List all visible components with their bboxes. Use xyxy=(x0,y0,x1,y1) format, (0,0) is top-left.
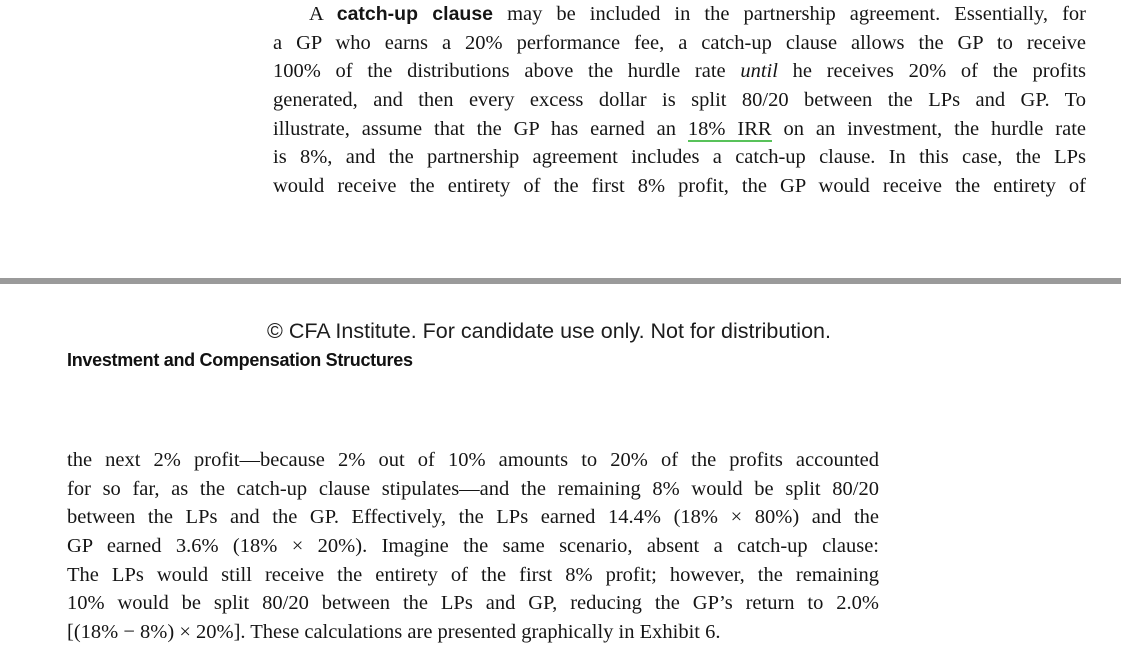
bottom-paragraph-line-5: The LPs would still receive the entirety of the first 8% profit; however, the remaining xyxy=(67,563,879,586)
bottom-paragraph-line-4: GP earned 3.6% (18% × 20%). Imagine the same scenario, absent a catch-up clause: xyxy=(67,535,879,558)
text-span: A xyxy=(309,3,337,25)
bottom-paragraph-line-7: [(18% − 8%) × 20%]. These calculations are presented graphically in Exhibit 6. xyxy=(67,621,721,644)
top-paragraph-line-5 xyxy=(273,115,1086,144)
irr-highlight[interactable]: 18% IRR xyxy=(687,117,772,140)
text-span: may be included in the partnership agreement. Essentially, for xyxy=(493,3,1086,25)
copyright-notice: © CFA Institute. For candidate use only. Not for distribution. xyxy=(267,319,831,343)
top-paragraph-line-6: is 8%, and the partnership agreement includes a catch-up clause. In this case, the LPs xyxy=(273,146,1086,169)
page-divider xyxy=(0,278,1121,284)
catch-up-clause-term: catch-up clause xyxy=(336,3,494,25)
text-span: he receives 20% of the profits xyxy=(777,60,1086,83)
top-paragraph-line-1 xyxy=(273,0,1086,29)
section-title: Investment and Compensation Structures xyxy=(67,350,413,370)
bottom-paragraph-line-1: the next 2% profit—because 2% out of 10% amounts to 20% of the profits accounted xyxy=(67,449,879,471)
text-span: on an investment, the hurdle rate xyxy=(771,117,1087,140)
top-paragraph-line-2: a GP who earns a 20% performance fee, a catch-up clause allows the GP to receive xyxy=(273,31,1086,54)
bottom-paragraph-line-3: between the LPs and the GP. Effectively, the LPs earned 14.4% (18% × 80%) and the xyxy=(67,506,879,529)
top-paragraph xyxy=(273,0,1086,201)
until-emphasis: until xyxy=(740,60,778,83)
bottom-paragraph xyxy=(67,446,879,647)
bottom-paragraph-line-2: for so far, as the catch-up clause stipulates—and the remaining 8% would be split 80/20 xyxy=(67,477,879,500)
bottom-paragraph-line-6: 10% would be split 80/20 between the LPs and GP, reducing the GP’s return to 2.0% xyxy=(67,592,879,615)
top-paragraph-line-4: generated, and then every excess dollar is split 80/20 between the LPs and GP. To xyxy=(273,89,1086,112)
top-paragraph-line-7: would receive the entirety of the first 8% profit, the GP would receive the entirety of xyxy=(273,175,1086,198)
text-span: illustrate, assume that the GP has earned an xyxy=(273,117,688,140)
text-span: 100% of the distributions above the hurdle rate xyxy=(273,60,741,83)
top-paragraph-line-3 xyxy=(273,57,1086,86)
